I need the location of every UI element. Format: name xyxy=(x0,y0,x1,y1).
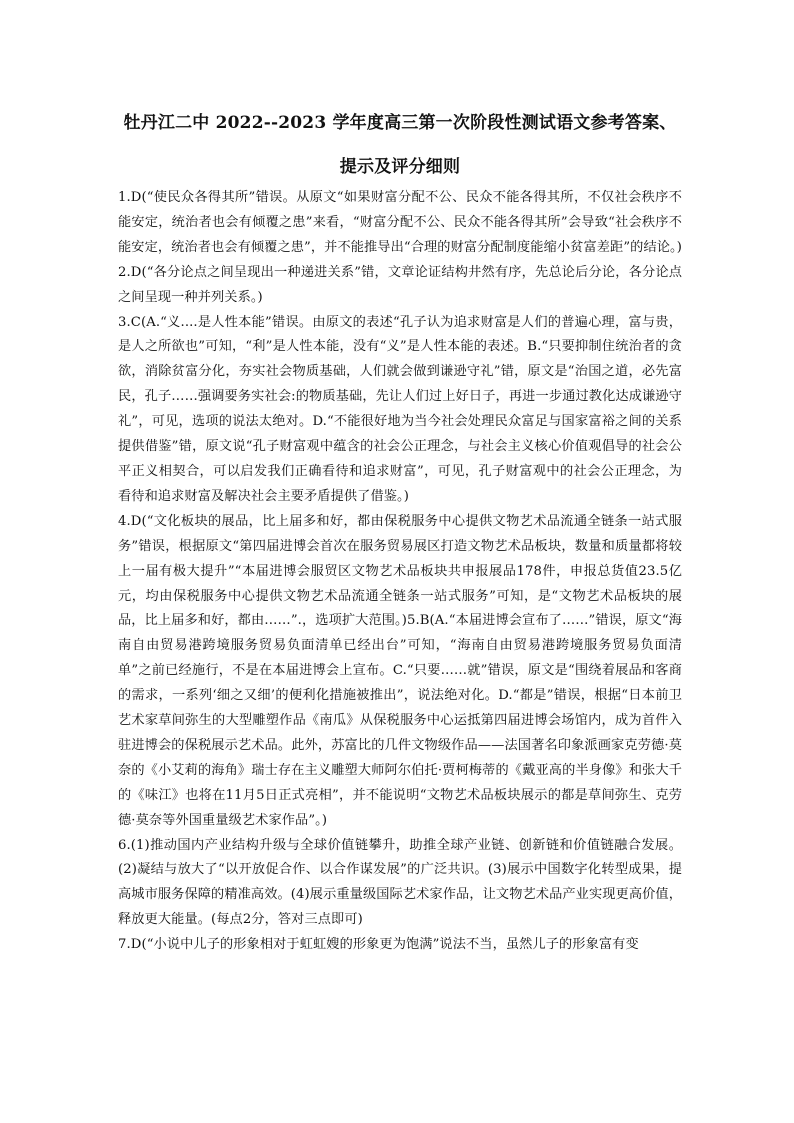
title-line-1: 牡丹江二中 2022--2023 学年度高三第一次阶段性测试语文参考答案、 xyxy=(123,113,677,133)
title-line-2: 提示及评分细则 xyxy=(339,157,461,177)
answer-item-7: 7.D(“小说中儿子的形象相对于虹虹嫂的形象更为饱满”说法不当，虽然儿子的形象富有变 xyxy=(118,937,639,953)
document-subtitle xyxy=(118,152,682,182)
document-title xyxy=(118,108,682,138)
answer-item-1: 1.D(“使民众各得其所”错误。从原文“如果财富分配不公、民众不能各得其所，不仅社会秩序不能安定，统治者也会有倾覆之患”来看，“财富分配不公、民众不能各得其所”会导致“社会秩序不能安定，统治者也会有倾覆之患”，并不能推导出“合理的财富分配制度能缩小贫富差距”的结论。) xyxy=(118,190,682,255)
answer-item-2: 2.D(“各分论点之间呈现出一种递进关系”错，文章论证结构井然有序，先总论后分论，各分论点之间呈现一种并列关系。) xyxy=(118,264,682,305)
answer-list xyxy=(118,186,682,958)
answer-item-6: 6.(1)推动国内产业结构升级与全球价值链攀升，助推全球产业链、创新链和价值链融合发展。(2)凝结与放大了“以开放促合作、以合作谋发展”的广泛共识。(3)展示中国数字化转型成果，提高城市服务保障的精准高效。(4)展示重量级国际艺术家作品，让文物艺术品产业实现更高价值，释放更大能量。(每点2分，答对三点即可) xyxy=(118,837,682,928)
answer-item-4-5: 4.D(“文化板块的展品，比上届多和好，都由保税服务中心提供文物艺术品流通全链条一站式服务”错误，根据原文“第四届进博会首次在服务贸易展区打造文物艺术品板块，数量和质量都将较上一届有极大提升”“本届进博会服贸区文物艺术品板块共申报展品178件，申报总货值23.5亿元，均由保税服务中心提供文物艺术品流通全链条一站式服务”可知，是“文物艺术品板块的展品，比上届多和好，都由……”.，选项扩大范围。)5.B(A.“本届进博会宣布了……”错误，原文“海南自由贸易港跨境服务贸易负面清单已经出台”可知，“海南自由贸易港跨境服务贸易负面清单”之前已经施行，不是在本届进博会上宣布。C.“只要……就”错误，原文是“围绕着展品和客商的需求，一系列‘细之又细’的便利化措施被推出”，说法绝对化。D.“都是”错误，根据“日本前卫艺术家草间弥生的大型雕塑作品《南瓜》从保税服务中心运抵第四届进博会场馆内，成为首件入驻进博会的保税展示艺术品。此外，苏富比的几件文物级作品——法国著名印象派画家克劳德·莫奈的《小艾莉的海角》瑞士存在主义雕塑大师阿尔伯托·贾柯梅蒂的《戴亚高的半身像》和张大千的《味江》也将在11月5日正式亮相”，并不能说明“文物艺术品板块展示的都是草间弥生、克劳德·莫奈等外国重量级艺术家作品”。) xyxy=(118,513,682,828)
answer-item-3: 3.C(A.“义....是人性本能”错误。由原文的表述“孔子认为追求财富是人们的普遍心理，富与贵，是人之所欲也”可知，“利”是人性本能，没有“义”是人性本能的表述。B.“只要抑制住统治者的贪欲，消除贫富分化，夯实社会物质基础，人们就会做到谦逊守礼”错，原文是“治国之道，必先富民，孔子……强调要务实社会:的物质基础，先让人们过上好日子，再进一步通过教化达成谦逊守礼”，可见，选项的说法太绝对。D.“不能很好地为当今社会处理民众富足与国家富裕之间的关系提供借鉴”错，原文说“孔子财富观中蕴含的社会公正理念，与社会主义核心价值观倡导的社会公平正义相契合，可以启发我们正确看待和追求财富”，可见，孔子财富观中的社会公正理念，为看待和追求财富及解决社会主要矛盾提供了借鉴。) xyxy=(118,314,682,504)
